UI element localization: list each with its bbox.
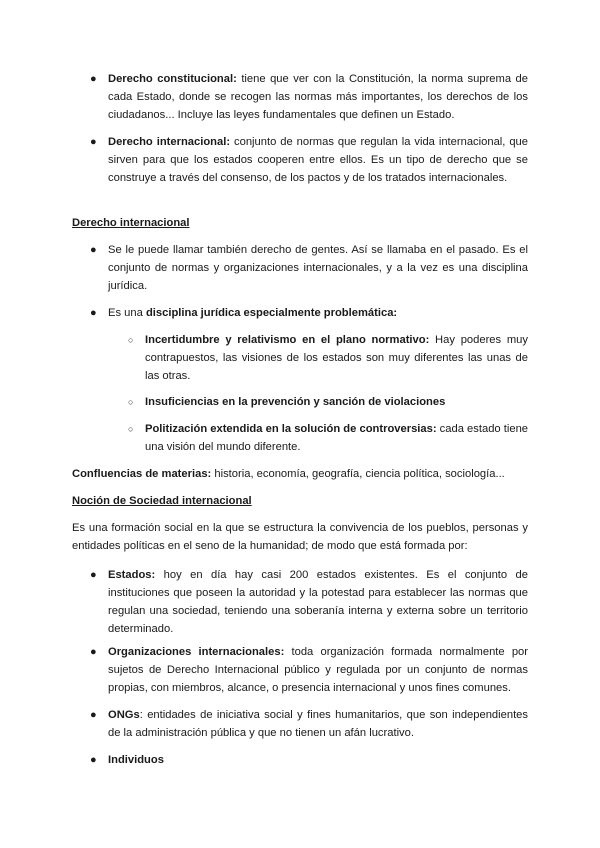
- list-item-disciplina: [108, 304, 528, 322]
- list-item-ongs: [108, 706, 528, 742]
- description: hoy en día hay casi 200 estados existentes. Es el conjunto de instituciones que poseen la autoridad y la potestad para establecer las normas que regulan una sociedad, teniendo una soberanía interna y externa sobre un territorio determinado.: [108, 569, 528, 635]
- section-heading-sociedad-internacional: Noción de Sociedad internacional: [72, 495, 252, 507]
- term: Incertidumbre y relativismo en el plano normativo:: [145, 334, 430, 346]
- description: : entidades de iniciativa social y fines humanitarios, que son independientes de la administración pública y que no tienen un afán lucrativo.: [108, 709, 528, 739]
- sub-item-insuficiencias: [145, 393, 528, 411]
- list-item-estados: [108, 566, 528, 638]
- term: Insuficiencias en la prevención y sanción de violaciones: [145, 396, 446, 408]
- bullet-icon: ●: [90, 136, 97, 148]
- bullet-icon: ●: [90, 754, 97, 766]
- term: Organizaciones internacionales:: [108, 646, 285, 658]
- term: Estados:: [108, 569, 156, 581]
- description: toda organización formada normalmente por sujetos de Derecho Internacional público y regulada por un conjunto de normas propias, con miembros, alcance, o presencia internacional y unos fines comunes.: [108, 646, 528, 694]
- list-item-derecho-constitucional: [108, 70, 528, 124]
- bullet-icon: ●: [90, 73, 97, 85]
- bullet-icon: ●: [90, 709, 97, 721]
- list-item-derecho-gentes: Se le puede llamar también derecho de gentes. Así se llamaba en el pasado. Es el conjunto de normas y organizaciones internacionales, y a la vez es una disciplina jurídica.: [108, 244, 528, 292]
- term: Confluencias de materias:: [72, 468, 212, 480]
- intro-paragraph: Es una formación social en la que se estructura la convivencia de los pueblos, personas y entidades políticas en el seno de la humanidad; de modo que está formada por:: [72, 522, 528, 552]
- term: disciplina jurídica especialmente problemática:: [145, 307, 398, 319]
- circle-bullet-icon: ○: [128, 335, 134, 345]
- circle-bullet-icon: ○: [128, 397, 134, 407]
- bullet-icon: ●: [90, 569, 97, 581]
- description: historia, economía, geografía, ciencia política, sociología...: [211, 468, 505, 480]
- term: Derecho constitucional:: [108, 73, 237, 85]
- bullet-icon: ●: [90, 307, 97, 319]
- confluencias-paragraph: [72, 465, 528, 483]
- sub-item-politizacion: [145, 420, 528, 456]
- term: ONGs: [108, 709, 140, 721]
- description: cada estado tiene una visión del mundo diferente.: [145, 423, 529, 453]
- list-item-individuos: [108, 751, 528, 769]
- term: Derecho internacional:: [108, 136, 231, 148]
- section-heading-derecho-internacional: Derecho internacional: [72, 217, 190, 229]
- list-item-organizaciones: [108, 643, 528, 697]
- sub-item-incertidumbre: [145, 331, 528, 385]
- term: Politización extendida en la solución de controversias:: [145, 423, 437, 435]
- description: Hay poderes muy contrapuestos, las visiones de los estados son muy diferentes las unas de las otras.: [145, 334, 528, 382]
- list-item-derecho-internacional: [108, 133, 528, 187]
- description: tiene que ver con la Constitución, la norma suprema de cada Estado, donde se recogen las normas más importantes, los derechos de los ciudadanos... Incluye las leyes fundamentales que definen un Estado.: [108, 73, 529, 121]
- bullet-icon: ●: [90, 244, 97, 256]
- prefix: Es una: [108, 307, 146, 319]
- description: conjunto de normas que regulan la vida internacional, que sirven para que los estados cooperen entre ellos. Es un tipo de derecho que se construye a través del consenso, de los pactos y de los tratados internacionales.: [108, 136, 528, 184]
- circle-bullet-icon: ○: [128, 424, 134, 434]
- bullet-icon: ●: [90, 646, 97, 658]
- term: Individuos: [108, 754, 164, 766]
